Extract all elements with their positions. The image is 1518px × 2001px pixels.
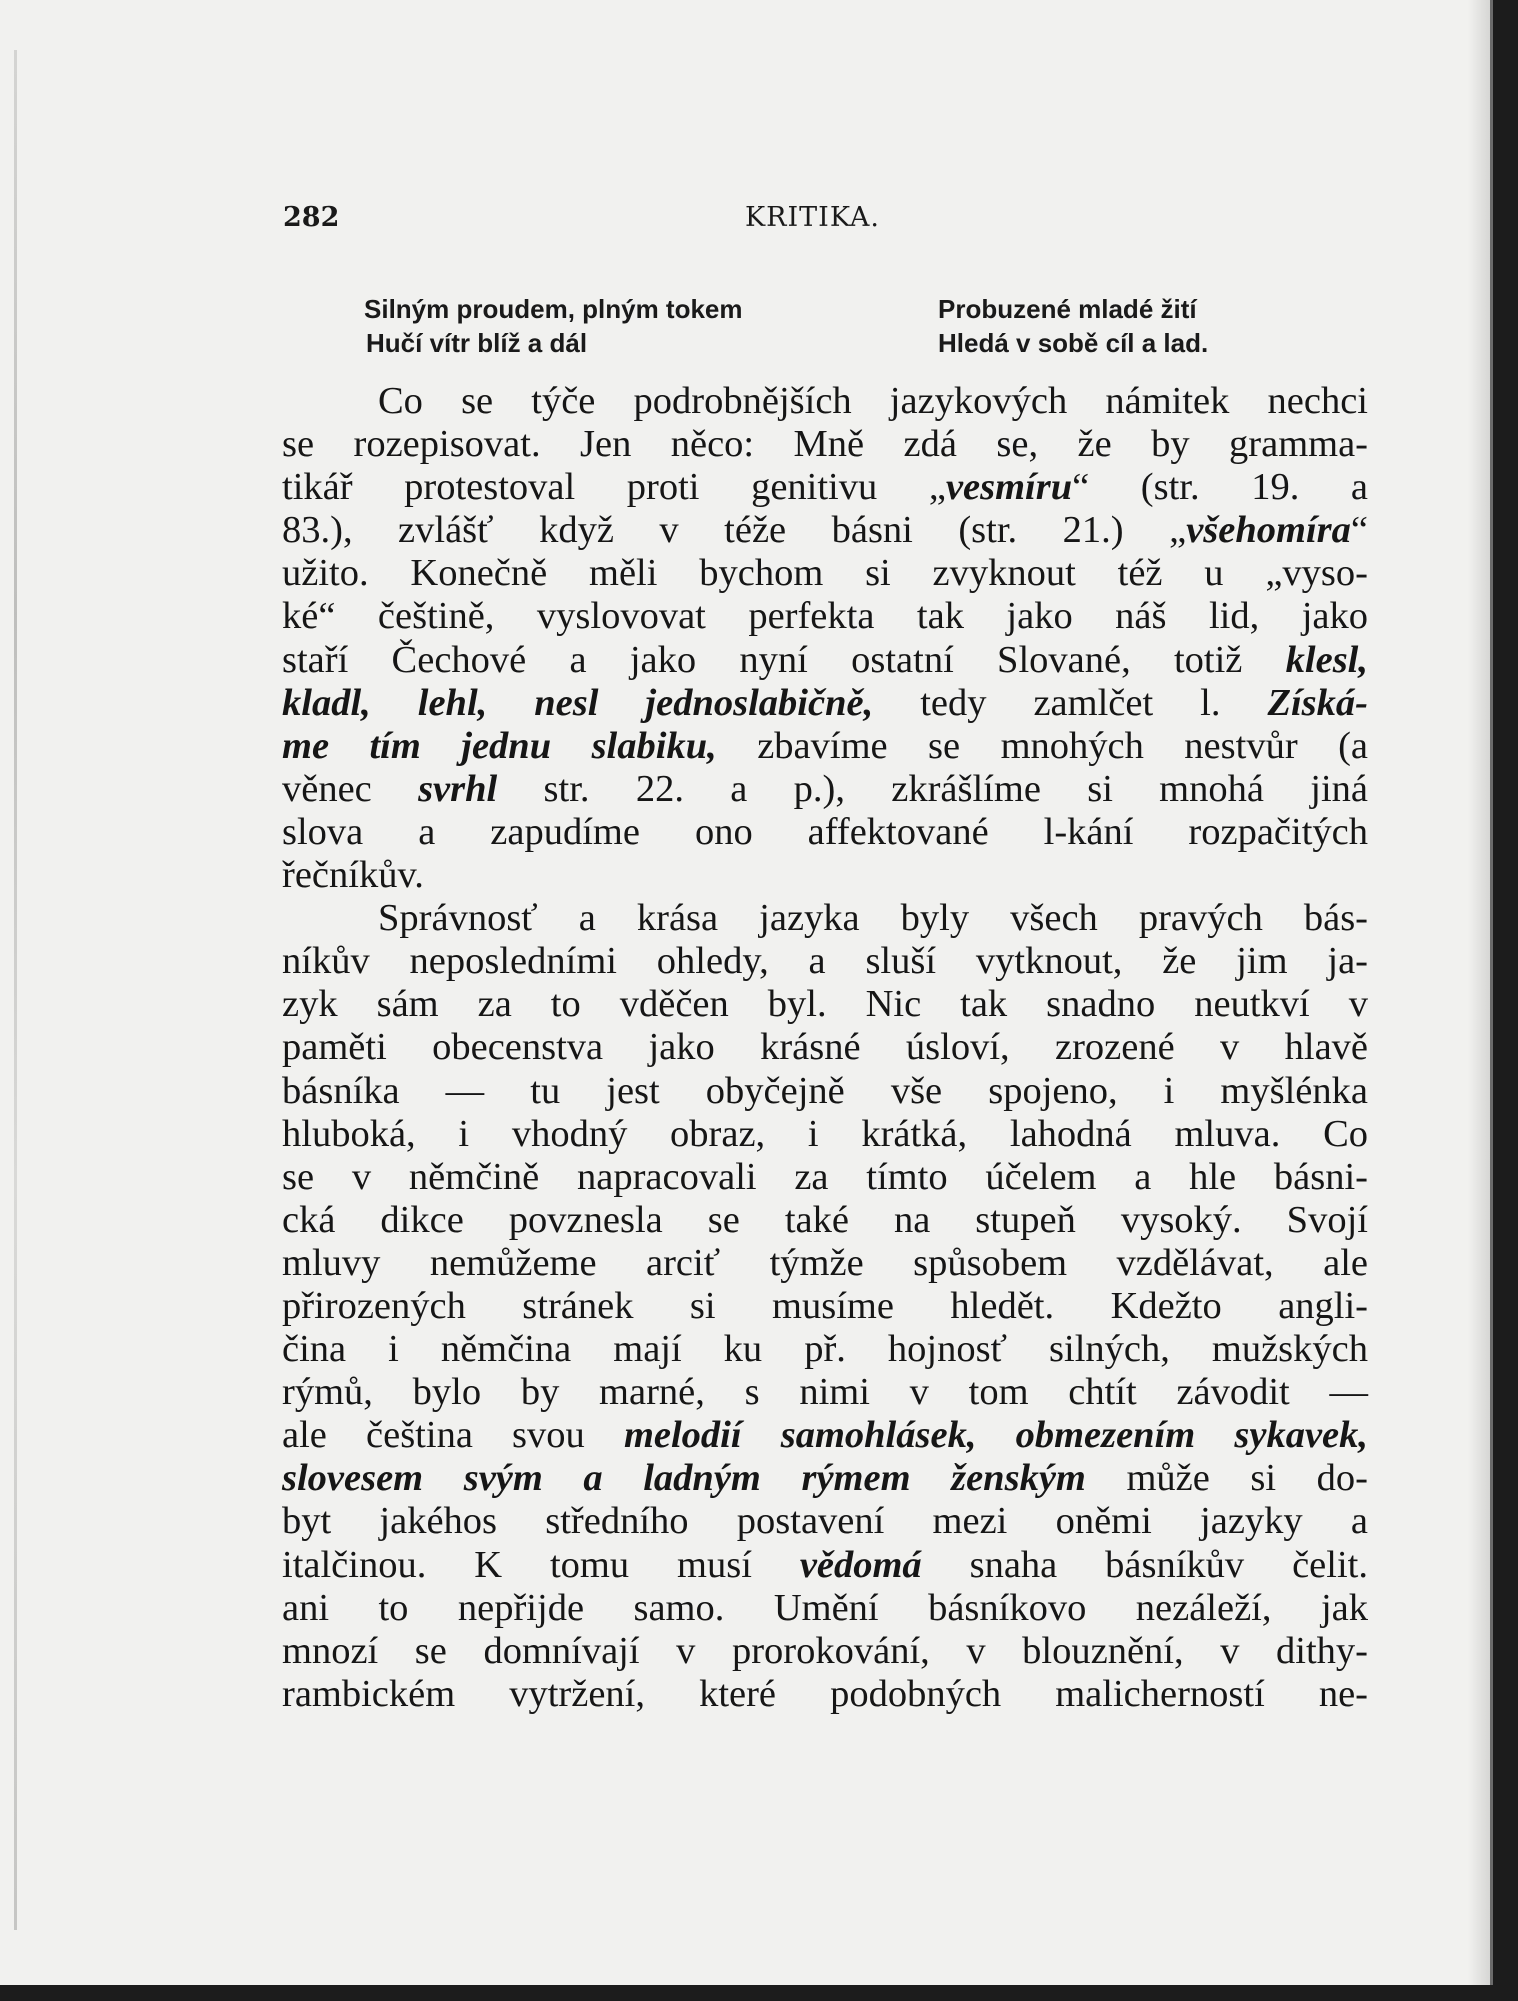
- text-line: paměti obecenstva jako krásné úsloví, zrozené v hlavě: [282, 1026, 1368, 1069]
- running-title: KRITIKA.: [745, 202, 880, 233]
- verse-line: Silným proudem, plným tokem: [364, 294, 743, 324]
- text-line: básníka — tu jest obyčejně vše spojeno, i myšlénka: [282, 1069, 1368, 1112]
- verse-line: Probuzené mladé žití: [938, 294, 1197, 324]
- emphasis: všehomíra: [1186, 509, 1351, 552]
- text-line: se v němčině napracovali za tímto účelem a hle básni-: [282, 1155, 1368, 1198]
- page-header: [283, 202, 923, 242]
- text-line: ani to nepřijde samo. Umění básníkovo nezáleží, jak: [282, 1586, 1368, 1629]
- verse-right-column: [938, 292, 1208, 360]
- text-line: níkův neposledními ohledy, a sluší vytknout, že jim ja-: [282, 940, 1368, 983]
- text-line: řečníkův.: [282, 854, 424, 897]
- page-number: 282: [283, 202, 340, 233]
- text-line: kladl, lehl, nesl jednoslabičně, tedy zamlčet l. Získá-: [282, 681, 1368, 724]
- text-line: italčinou. K tomu musí vědomá snaha básníkův čelit.: [282, 1543, 1368, 1586]
- emphasis: vědomá: [799, 1543, 922, 1586]
- text-line: staří Čechové a jako nyní ostatní Slované, totiž klesl,: [282, 638, 1368, 681]
- text-line: 83.), zvlášť když v téže básni (str. 21.) „všehomíra“: [282, 509, 1368, 552]
- text-line: hluboká, i vhodný obraz, i krátká, lahodná mluva. Co: [282, 1112, 1368, 1155]
- verse-left-column: [364, 292, 743, 360]
- text-line: ale čeština svou melodií samohlásek, obmezením sykavek,: [282, 1414, 1369, 1457]
- emphasis: me tím jednu slabiku,: [282, 724, 717, 767]
- text-line: byt jakéhos středního postavení mezi oněmi jazyky a: [282, 1500, 1368, 1543]
- text-line: slovesem svým a ladným rýmem ženským může si do-: [282, 1457, 1368, 1500]
- verse-line: Hledá v sobě cíl a lad.: [938, 328, 1209, 358]
- text-line: rambickém vytržení, které podobných malicherností ne-: [282, 1672, 1368, 1715]
- text-line: přirozených stránek si musíme hledět. Kdežto angli-: [282, 1284, 1368, 1327]
- text-line: me tím jednu slabiku, zbavíme se mnohých nestvůr (a: [282, 724, 1368, 767]
- text-line: mnozí se domnívají v prorokování, v blouznění, v dithy-: [282, 1629, 1368, 1672]
- emphasis: vesmíru: [945, 466, 1073, 509]
- emphasis: kladl, lehl, nesl jednoslabičně,: [282, 681, 874, 724]
- emphasis: slovesem svým a ladným rýmem ženským: [282, 1457, 1086, 1500]
- emphasis: melodií samohlásek, obmezením sykavek,: [623, 1414, 1369, 1457]
- emphasis: klesl,: [1285, 638, 1368, 681]
- text-line: zyk sám za to vděčen byl. Nic tak snadno neutkví v: [282, 983, 1368, 1026]
- paragraph: [282, 897, 1368, 1716]
- paragraph: [282, 380, 1368, 897]
- emphasis: svrhl: [418, 767, 498, 810]
- emphasis: Získá-: [1267, 681, 1368, 724]
- verse-line: Hučí vítr blíž a dál: [366, 328, 588, 358]
- text-line: mluvy nemůžeme arciť týmže spůsobem vzdělávat, ale: [282, 1241, 1368, 1284]
- text-line: tikář protestoval proti genitivu „vesmíru“ (str. 19. a: [282, 466, 1369, 509]
- scan-edge-right: [1468, 0, 1490, 1985]
- text-line: slova a zapudíme ono affektované l-kání rozpačitých: [282, 810, 1368, 853]
- body-text: [282, 380, 1368, 1716]
- text-line: Co se týče podrobnějších jazykových námitek nechci: [378, 380, 1368, 422]
- text-line: cká dikce povznesla se také na stupeň vysoký. Svojí: [282, 1198, 1368, 1241]
- text-line: rýmů, bylo by marné, s nimi v tom chtít závodit —: [282, 1371, 1368, 1414]
- scan-edge-left: [14, 50, 17, 1930]
- text-line: užito. Konečně měli bychom si zvyknout též u „vyso-: [282, 552, 1368, 595]
- text-line: Správnosť a krása jazyka byly všech pravých bás-: [378, 897, 1368, 940]
- text-line: čina i němčina mají ku př. hojnosť silných, mužských: [282, 1328, 1368, 1371]
- text-line: ké“ češtině, vyslovovat perfekta tak jako náš lid, jako: [282, 595, 1368, 638]
- text-line: věnec svrhl str. 22. a p.), zkrášlíme si mnohá jiná: [282, 767, 1368, 810]
- text-line: se rozepisovat. Jen něco: Mně zdá se, že by gramma-: [282, 423, 1368, 466]
